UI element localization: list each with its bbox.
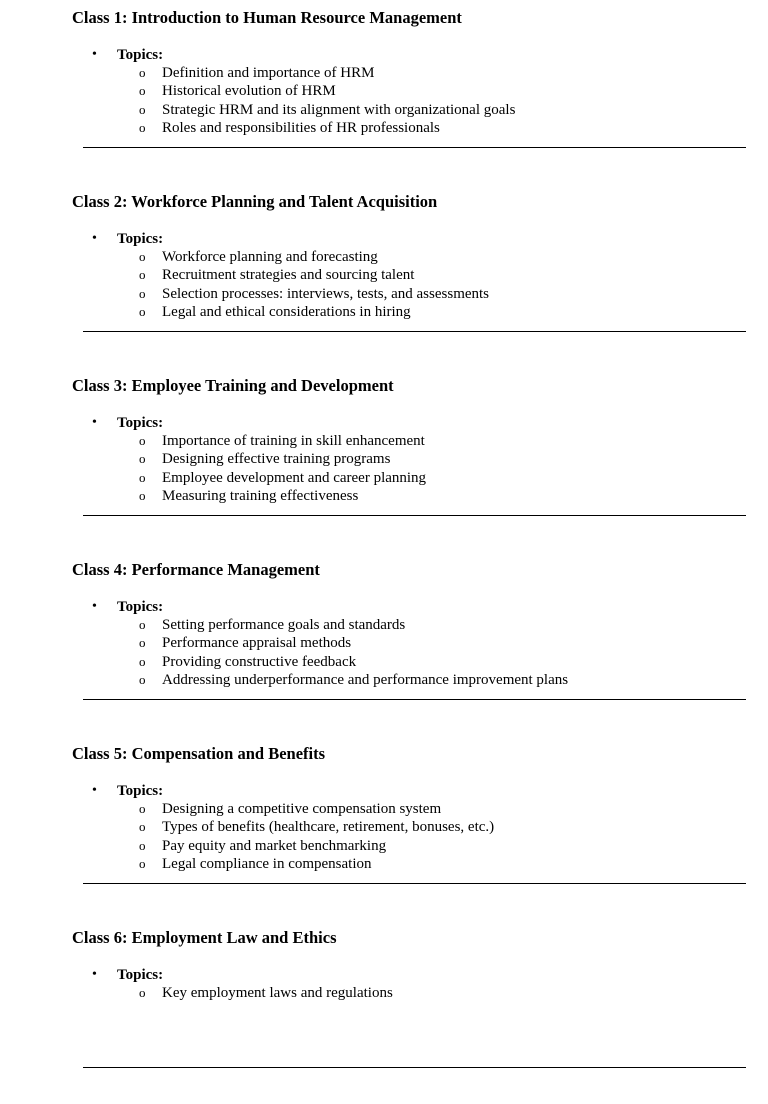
bullet-icon: • [92,47,97,62]
topic-text: Legal and ethical considerations in hiring [162,304,411,321]
topic-text: Pay equity and market benchmarking [162,837,387,854]
sub-bullet-icon: o [139,120,146,136]
topic-text: Legal compliance in compensation [162,856,372,873]
topic-text: Importance of training in skill enhancement [162,433,425,449]
sub-bullet-icon: o [139,653,146,669]
sub-bullet-icon: o [139,285,146,301]
topic-text: Setting performance goals and standards [162,617,406,633]
topic-text: Definition and importance of HRM [162,65,375,81]
bullet-icon: • [92,415,97,430]
sub-bullet-icon: o [139,83,146,99]
topic-text: Roles and responsibilities of HR professionals [162,120,440,137]
topic-text: Measuring training effectiveness [162,488,359,505]
section-divider [83,883,746,884]
class-title: Class 4: Performance Management [72,560,320,579]
class-title: Class 6: Employment Law and Ethics [72,928,337,947]
class-title: Class 2: Workforce Planning and Talent Acquisition [72,192,438,211]
topics-label: Topics: [117,47,164,63]
section-divider [83,147,746,148]
topic-text: Types of benefits (healthcare, retirement, bonuses, etc.) [162,819,495,836]
topic-text: Workforce planning and forecasting [162,249,378,265]
sub-bullet-icon: o [139,65,146,80]
sub-bullet-icon: o [139,304,146,320]
class-title: Class 3: Employee Training and Development [72,376,394,395]
bullet-icon: • [92,783,97,798]
sub-bullet-icon: o [139,451,146,467]
sub-bullet-icon: o [139,819,146,835]
sub-bullet-icon: o [139,635,146,651]
topics-label: Topics: [117,783,164,799]
sub-bullet-icon: o [139,985,146,1000]
section-divider [83,331,746,332]
sub-bullet-icon: o [139,488,146,504]
topic-text: Recruitment strategies and sourcing talent [162,267,415,284]
sub-bullet-icon: o [139,469,146,485]
topic-text: Performance appraisal methods [162,635,352,652]
sub-bullet-icon: o [139,249,146,264]
class-section [0,184,768,368]
topics-label: Topics: [117,599,164,615]
class-section [0,920,768,1104]
sub-bullet-icon: o [139,267,146,283]
sub-bullet-icon: o [139,433,146,448]
topic-text: Selection processes: interviews, tests, and assessments [162,285,490,302]
topic-text: Key employment laws and regulations [162,985,393,1001]
class-title: Class 1: Introduction to Human Resource Management [72,8,462,27]
topic-text: Designing a competitive compensation system [162,801,442,817]
bullet-icon: • [92,967,97,982]
topic-text: Strategic HRM and its alignment with organizational goals [162,101,516,118]
sub-bullet-icon: o [139,101,146,117]
class-section [0,552,768,736]
class-section [0,0,768,184]
sub-bullet-icon: o [139,856,146,872]
section-divider [83,1067,746,1068]
bullet-icon: • [92,231,97,246]
topic-text: Designing effective training programs [162,451,391,468]
topic-text: Historical evolution of HRM [162,83,336,100]
sub-bullet-icon: o [139,672,146,688]
class-title: Class 5: Compensation and Benefits [72,744,326,763]
topic-text: Providing constructive feedback [162,653,357,670]
class-section [0,368,768,552]
sub-bullet-icon: o [139,801,146,816]
section-divider [83,515,746,516]
sub-bullet-icon: o [139,617,146,632]
sub-bullet-icon: o [139,837,146,853]
topics-label: Topics: [117,415,164,431]
topic-text: Employee development and career planning [162,469,427,486]
topic-text: Addressing underperformance and performance improvement plans [162,672,569,689]
bullet-icon: • [92,599,97,614]
class-section [0,736,768,920]
topics-label: Topics: [117,967,164,983]
topics-label: Topics: [117,231,164,247]
section-divider [83,699,746,700]
